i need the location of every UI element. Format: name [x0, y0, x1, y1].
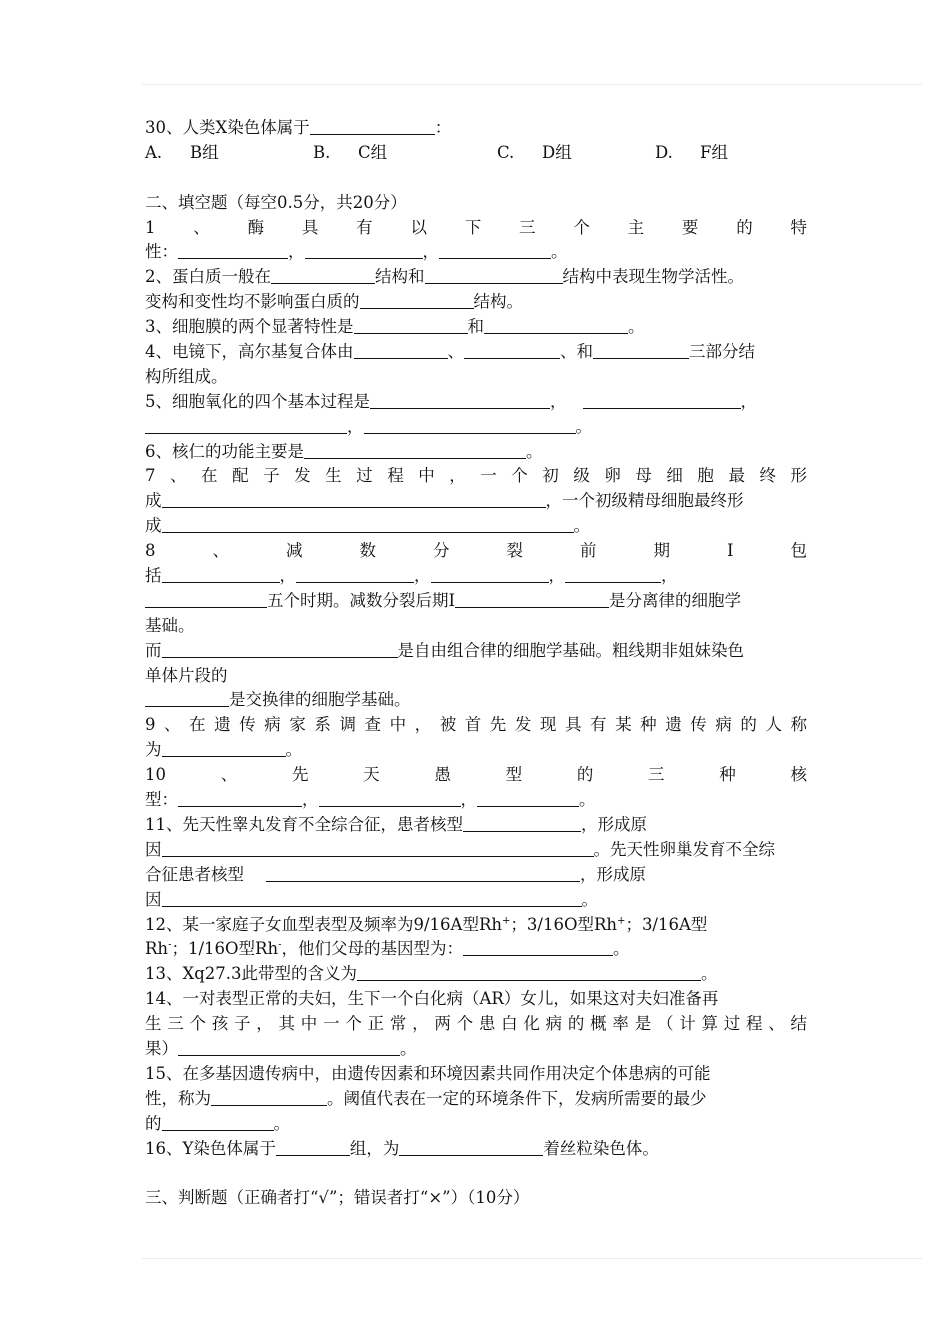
answer-blank[interactable] — [145, 591, 267, 608]
answer-blank[interactable] — [593, 342, 689, 359]
q10-line: 10、先天愚型的三种核 — [145, 765, 807, 785]
answer-blank[interactable] — [296, 566, 414, 583]
q8-line-3: 五个时期。减数分裂后期Ⅰ 是分离律的细胞学 — [145, 589, 807, 614]
q1-blanks: 性： ， ， 。 — [145, 242, 568, 262]
answer-blank[interactable] — [425, 267, 563, 284]
answer-blank[interactable] — [354, 342, 448, 359]
q11-line-3: 合征患者核型 ，形成原 — [145, 864, 646, 884]
option-c[interactable]: C. D组 — [497, 142, 572, 162]
option-a[interactable]: A. B组 — [145, 142, 219, 162]
answer-blank[interactable] — [162, 566, 280, 583]
answer-blank[interactable] — [305, 242, 423, 259]
answer-blank[interactable] — [463, 939, 613, 956]
answer-blank[interactable] — [360, 292, 474, 309]
answer-blank[interactable] — [145, 417, 347, 434]
q15-line-3: 的 。 — [145, 1113, 290, 1133]
answer-blank[interactable] — [145, 690, 229, 707]
answer-blank[interactable] — [271, 267, 375, 284]
q4-line-2: 构所组成。 — [145, 366, 228, 386]
answer-blank[interactable] — [565, 566, 661, 583]
q14-line-3: 果） 。 — [145, 1038, 417, 1058]
q11-line-4: 因 。 — [145, 889, 598, 909]
q8-line-5: 而 是自由组合律的细胞学基础。粗线期非姐妹染色 — [145, 640, 744, 660]
answer-blank[interactable] — [319, 790, 461, 807]
answer-blank[interactable] — [431, 566, 549, 583]
q7-line-3: 成 。 — [145, 516, 590, 536]
q4-line: 4、电镜下，高尔基复合体由 、 、和 三部分结 — [145, 342, 755, 362]
option-b[interactable]: B. C组 — [313, 142, 388, 162]
q8-line-2: 括 ， ， ， ， — [145, 566, 678, 586]
section-heading: 三、判断题（正确者打“√”；错误者打“×”）（10分） — [145, 1188, 530, 1208]
q13-line: 13、Xq27.3此带型的含义为 。 — [145, 964, 718, 984]
answer-blank[interactable] — [370, 392, 550, 409]
answer-blank[interactable] — [364, 417, 576, 434]
q8-line: 8、减数分裂前期Ⅰ包 — [145, 541, 807, 561]
answer-blank[interactable] — [162, 1114, 274, 1131]
q2-line-2: 变构和变性均不影响蛋白质的 结构。 — [145, 292, 523, 312]
q14-line-2: 生三个孩子，其中一个正常，两个患白化病的概率是（计算过程、结 — [145, 1014, 807, 1034]
q15-line-2: 性，称为 。阈值代表在一定的环境条件下，发病所需要的最少 — [145, 1088, 707, 1108]
exam-content — [145, 116, 807, 1211]
answer-blank[interactable] — [162, 740, 286, 757]
answer-blank[interactable] — [178, 1039, 400, 1056]
answer-blank[interactable] — [276, 1139, 350, 1156]
answer-blank[interactable] — [178, 790, 302, 807]
option-d[interactable]: D. F组 — [655, 142, 728, 162]
q6-line: 6、核仁的功能主要是 。 — [145, 441, 543, 461]
answer-blank[interactable] — [162, 890, 582, 907]
answer-blank[interactable] — [354, 317, 468, 334]
answer-blank[interactable] — [162, 491, 546, 508]
q7-line-2: 成 ，一个初级精母细胞最终形 — [145, 491, 744, 511]
q11-line: 11、先天性睾丸发育不全综合征，患者核型 ，形成原 — [145, 814, 647, 834]
q12-line-2: Rh-；1/16O型Rh-，他们父母的基因型为： 。 — [145, 939, 630, 959]
q1-line: 1、酶具有以下三个主要的特 — [145, 217, 807, 237]
q9-line: 9、在遗传病家系调查中，被首先发现具有某种遗传病的人称 — [145, 715, 807, 735]
q8-line-4: 基础。 — [145, 615, 195, 635]
section-heading: 二、填空题（每空0.5分，共20分） — [145, 192, 407, 212]
answer-blank[interactable] — [399, 1139, 543, 1156]
q11-line-2: 因 。先天性卵巢发育不全综 — [145, 839, 775, 859]
q8-line-6: 单体片段的 — [145, 665, 228, 685]
answer-blank[interactable] — [211, 1089, 327, 1106]
answer-blank[interactable] — [477, 790, 579, 807]
answer-blank[interactable] — [484, 317, 628, 334]
q3-line: 3、细胞膜的两个显著特性是 和 。 — [145, 317, 645, 337]
answer-blank[interactable] — [162, 840, 594, 857]
q15-line: 15、在多基因遗传病中，由遗传因素和环境因素共同作用决定个体患病的可能 — [145, 1063, 711, 1083]
answer-blank[interactable] — [583, 392, 741, 409]
answer-blank[interactable] — [464, 342, 560, 359]
q5-line-2: ， 。 — [145, 415, 807, 440]
answer-blank[interactable] — [310, 118, 435, 135]
q8-line-7: 是交换律的细胞学基础。 — [145, 688, 807, 713]
answer-blank[interactable] — [266, 865, 580, 882]
q7-line: 7、在配子发生过程中，一个初级卵母细胞最终形 — [145, 466, 807, 486]
answer-blank[interactable] — [357, 964, 701, 981]
header-rule — [142, 84, 922, 85]
q5-line: 5、细胞氧化的四个基本过程是 ， ， — [145, 391, 757, 411]
q12-line: 12、某一家庭子女血型表型及频率为9/16A型Rh+；3/16O型Rh+；3/16A型 — [145, 914, 708, 934]
answer-blank[interactable] — [439, 242, 551, 259]
q2-line: 2、蛋白质一般在 结构和 结构中表现生物学活性。 — [145, 267, 744, 287]
q16-line: 16、Y染色体属于 组，为 着丝粒染色体。 — [145, 1138, 659, 1158]
answer-blank[interactable] — [304, 442, 526, 459]
q10-line-2: 型： ， ， 。 — [145, 790, 596, 810]
answer-blank[interactable] — [178, 242, 288, 259]
answer-blank[interactable] — [463, 815, 581, 832]
q30-options — [145, 141, 807, 166]
answer-blank[interactable] — [455, 591, 609, 608]
answer-blank[interactable] — [162, 516, 574, 533]
q30-stem: 30、人类X染色体属于 ： — [145, 118, 452, 137]
footer-rule — [142, 1258, 922, 1259]
q9-line-2: 为 。 — [145, 740, 302, 760]
answer-blank[interactable] — [162, 641, 398, 658]
q14-line: 14、一对表型正常的夫妇，生下一个白化病（AR）女儿，如果这对夫妇准备再 — [145, 989, 719, 1009]
